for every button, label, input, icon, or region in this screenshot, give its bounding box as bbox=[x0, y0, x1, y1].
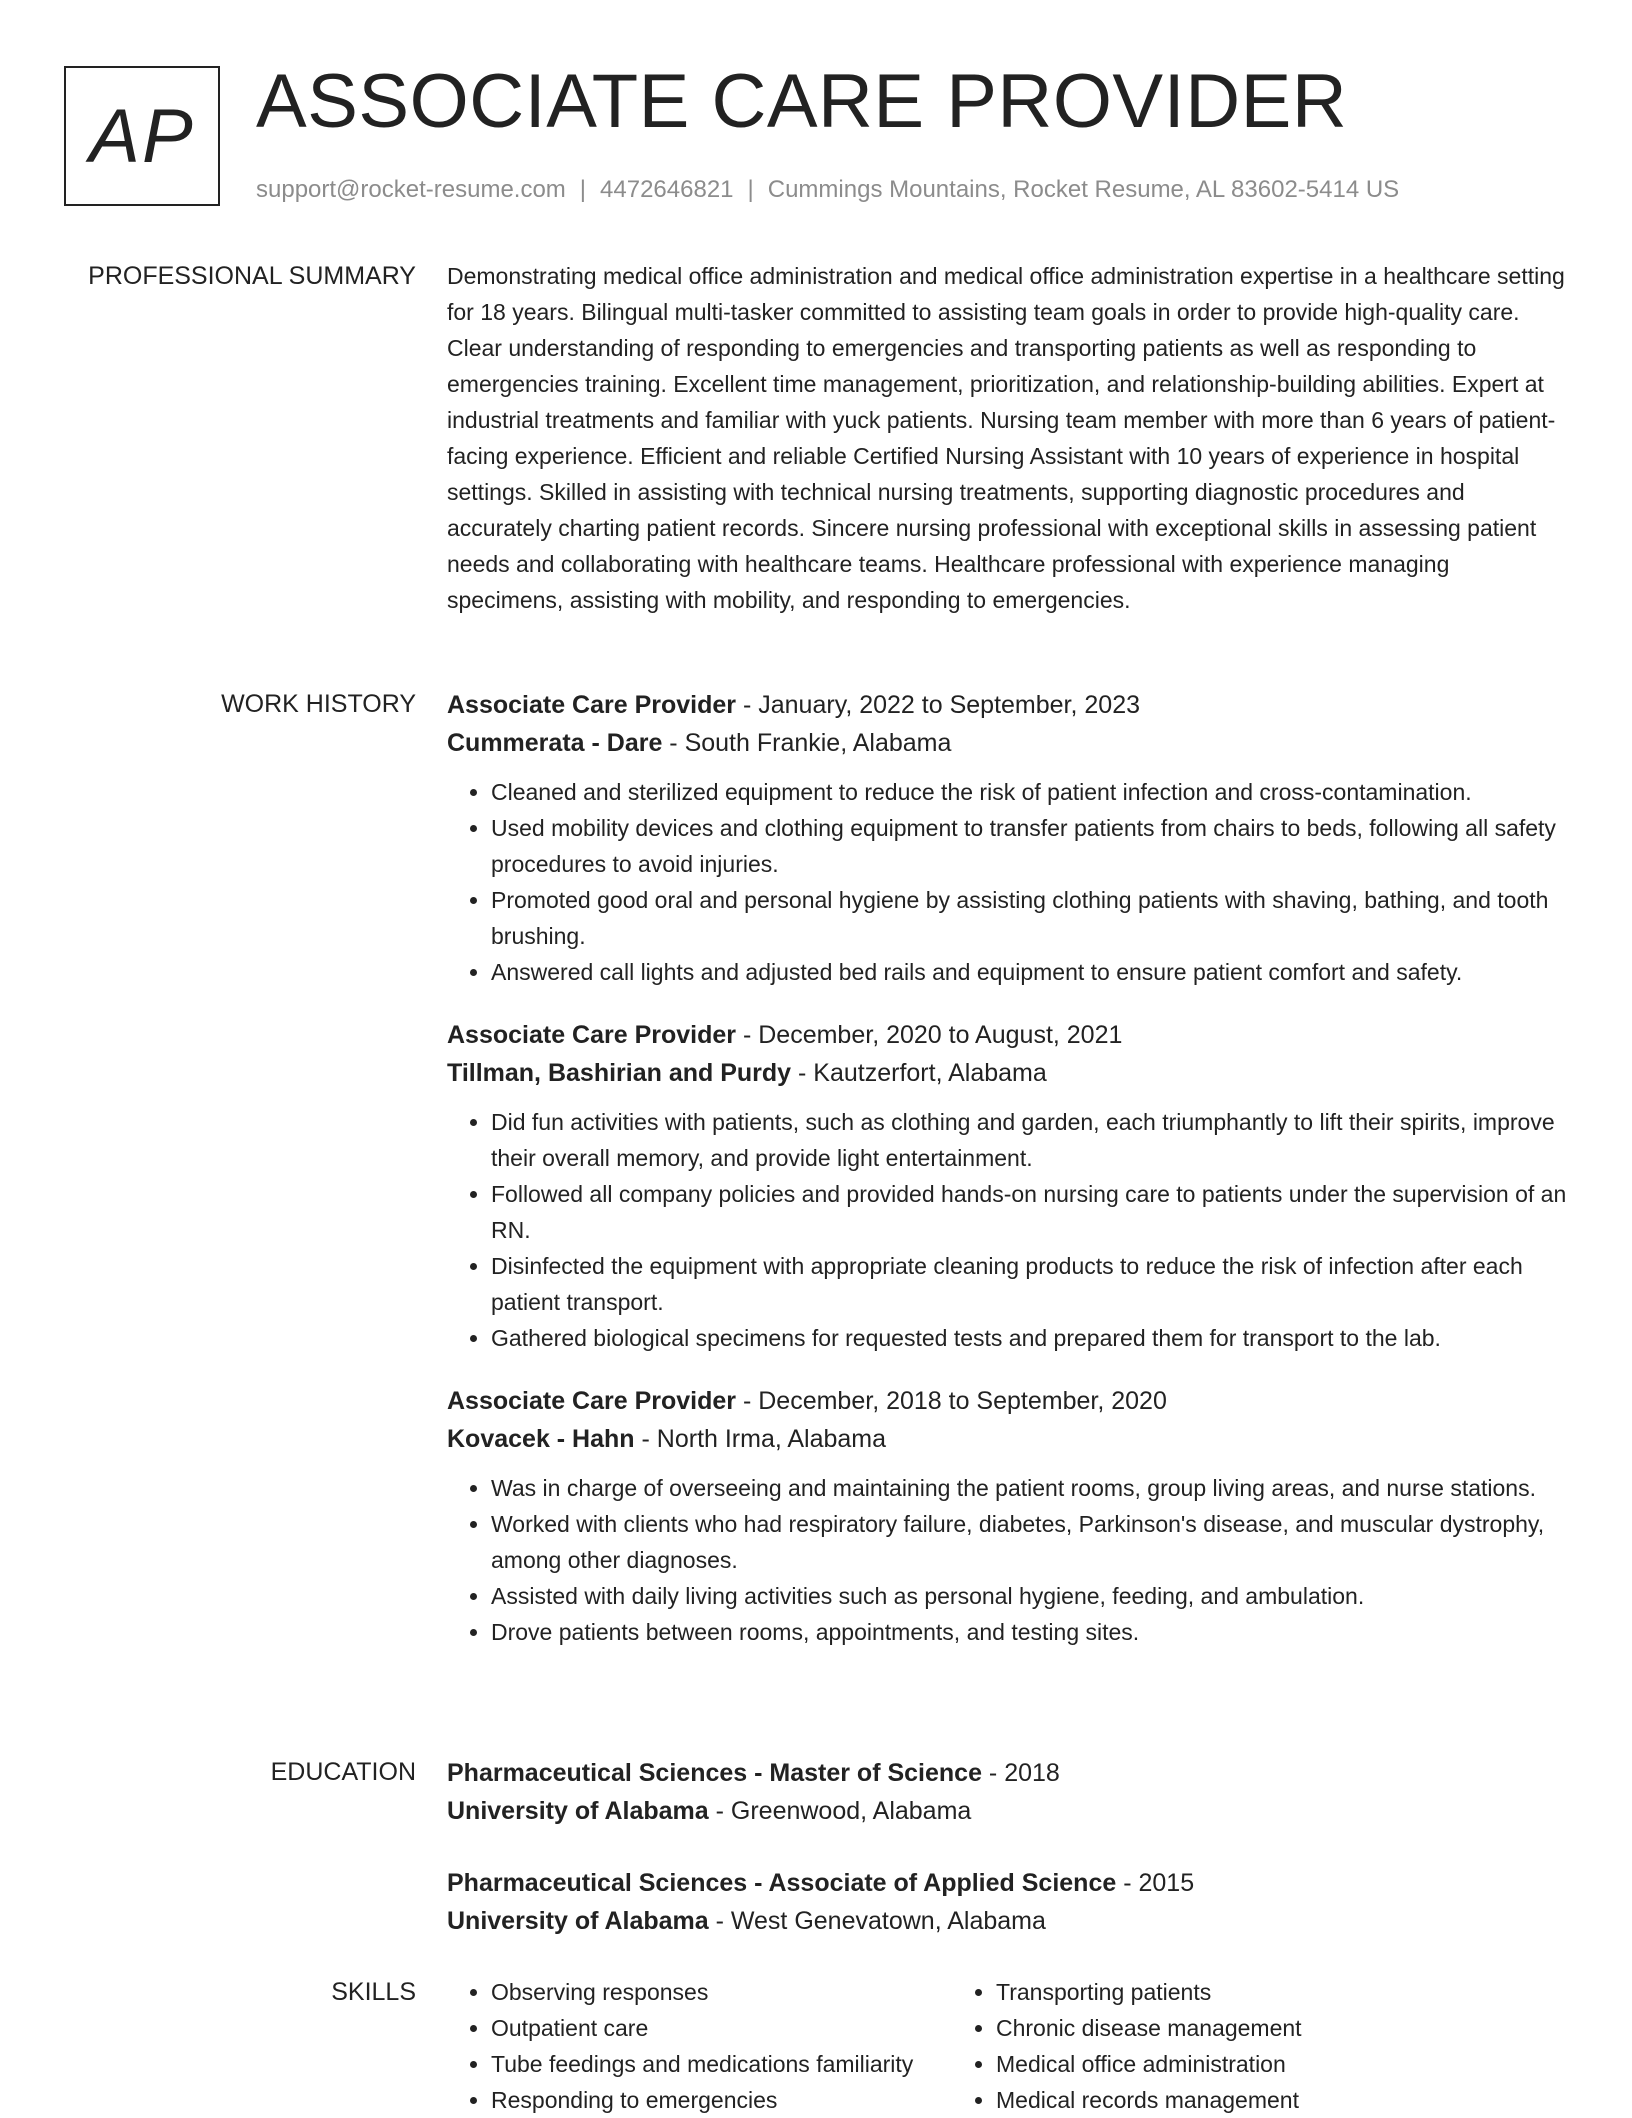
contact-email[interactable]: support@rocket-resume.com bbox=[256, 176, 566, 203]
job-bullets bbox=[447, 774, 1567, 990]
education-school: University of Alabama bbox=[447, 1797, 709, 1825]
education-degree: Pharmaceutical Sciences - Associate of Applied Science bbox=[447, 1869, 1117, 1897]
skill-item: • Transporting patients bbox=[996, 1974, 1457, 2010]
job-title-line bbox=[447, 1016, 1567, 1054]
education-location: - Greenwood, Alabama bbox=[708, 1797, 972, 1825]
job-bullets bbox=[447, 1470, 1567, 1650]
education-degree-line bbox=[447, 1754, 1567, 1792]
job-location: - South Frankie, Alabama bbox=[662, 729, 952, 757]
job-bullet: • Disinfected the equipment with appropriate cleaning products to reduce the risk of infection after each patient transport. bbox=[491, 1248, 1567, 1320]
job-bullet: • Promoted good oral and personal hygiene by assisting clothing patients with shaving, bathing, and tooth brushing. bbox=[491, 882, 1567, 954]
job-company-line bbox=[447, 724, 1567, 762]
job-entry bbox=[447, 686, 1567, 990]
job-dates: - December, 2020 to August, 2021 bbox=[736, 1021, 1123, 1049]
job-company-line bbox=[447, 1420, 1567, 1458]
job-title: Associate Care Provider bbox=[447, 1021, 737, 1049]
summary-text: Demonstrating medical office administration and medical office administration expertise in a healthcare setting for 18 years. Bilingual multi-tasker committed to assisting team goals in order to provide high-quality care. Clear understanding of responding to emergencies and transporting patients as well as responding to emergencies training. Excellent time management, prioritization, and relationship-building abilities. Expert at industrial treatments and familiar with yuck patients. Nursing team member with more than 6 years of patient-facing experience. Efficient and reliable Certified Nursing Assistant with 10 years of experience in hospital settings. Skilled in assisting with technical nursing treatments, supporting diagnostic procedures and accurately charting patient records. Sincere nursing professional with exceptional skills in assessing patient needs and collaborating with healthcare teams. Healthcare professional with experience managing specimens, assisting with mobility, and responding to emergencies. bbox=[447, 263, 1565, 613]
job-location: - Kautzerfort, Alabama bbox=[791, 1059, 1047, 1087]
section-label-skills: SKILLS bbox=[331, 1978, 416, 2006]
skill-item: • Medical records management bbox=[996, 2082, 1457, 2118]
skill-item: • Outpatient care bbox=[491, 2010, 952, 2046]
job-bullet: • Cleaned and sterilized equipment to reduce the risk of patient infection and cross-contamination. bbox=[491, 774, 1567, 810]
skill-item: • Observing responses bbox=[491, 1974, 952, 2010]
job-dates: - January, 2022 to September, 2023 bbox=[736, 691, 1140, 719]
education-location: - West Genevatown, Alabama bbox=[708, 1907, 1046, 1935]
contact-separator: | bbox=[747, 176, 754, 203]
job-title-line bbox=[447, 686, 1567, 724]
contact-phone[interactable]: 4472646821 bbox=[600, 176, 734, 203]
job-company: Cummerata - Dare bbox=[447, 729, 663, 757]
monogram-logo: AP bbox=[64, 66, 220, 206]
education-year: - 2015 bbox=[1116, 1869, 1195, 1897]
education-degree-line bbox=[447, 1864, 1567, 1902]
education-degree: Pharmaceutical Sciences - Master of Science bbox=[447, 1759, 982, 1787]
job-bullets bbox=[447, 1104, 1567, 1356]
job-bullet: • Was in charge of overseeing and maintaining the patient rooms, group living areas, and nurse stations. bbox=[491, 1470, 1567, 1506]
skill-item: • Responding to emergencies bbox=[491, 2082, 952, 2118]
job-location: - North Irma, Alabama bbox=[634, 1425, 887, 1453]
job-bullet: • Followed all company policies and provided hands-on nursing care to patients under the supervision of an RN. bbox=[491, 1176, 1567, 1248]
job-list bbox=[447, 686, 1567, 1676]
job-bullet: • Drove patients between rooms, appointments, and testing sites. bbox=[491, 1614, 1567, 1650]
education-school-line bbox=[447, 1902, 1567, 1940]
job-bullet: • Gathered biological specimens for requested tests and prepared them for transport to the lab. bbox=[491, 1320, 1567, 1356]
job-title: Associate Care Provider bbox=[447, 1387, 737, 1415]
skill-item: • Chronic disease management bbox=[996, 2010, 1457, 2046]
skill-item: • Medical office administration bbox=[996, 2046, 1457, 2082]
job-bullet: • Did fun activities with patients, such as clothing and garden, each triumphantly to lift their spirits, improve their overall memory, and provide light entertainment. bbox=[491, 1104, 1567, 1176]
section-label-summary: PROFESSIONAL SUMMARY bbox=[88, 262, 416, 290]
contact-line bbox=[256, 176, 1399, 204]
job-bullet: • Assisted with daily living activities such as personal hygiene, feeding, and ambulation. bbox=[491, 1578, 1567, 1614]
education-school: University of Alabama bbox=[447, 1907, 709, 1935]
job-company: Tillman, Bashirian and Purdy bbox=[447, 1059, 792, 1087]
contact-separator: | bbox=[579, 176, 587, 203]
job-bullet: • Answered call lights and adjusted bed rails and equipment to ensure patient comfort and safety. bbox=[491, 954, 1567, 990]
section-label-work-history: WORK HISTORY bbox=[221, 690, 416, 718]
education-year: - 2018 bbox=[981, 1759, 1060, 1787]
section-label-education: EDUCATION bbox=[270, 1758, 416, 1786]
job-dates: - December, 2018 to September, 2020 bbox=[736, 1387, 1167, 1415]
resume-title: ASSOCIATE CARE PROVIDER bbox=[256, 59, 1348, 144]
job-company: Kovacek - Hahn bbox=[447, 1425, 635, 1453]
job-entry bbox=[447, 1016, 1567, 1356]
job-company-line bbox=[447, 1054, 1567, 1092]
skills-list-left bbox=[447, 1974, 952, 2118]
education-entry bbox=[447, 1864, 1567, 1940]
education-school-line bbox=[447, 1792, 1567, 1830]
contact-address: Cummings Mountains, Rocket Resume, AL 83602-5414 US bbox=[767, 176, 1400, 203]
job-entry bbox=[447, 1382, 1567, 1650]
skill-item: • Tube feedings and medications familiarity bbox=[491, 2046, 952, 2082]
job-bullet: • Used mobility devices and clothing equipment to transfer patients from chairs to beds, following all safety procedures to avoid injuries. bbox=[491, 810, 1567, 882]
job-title-line bbox=[447, 1382, 1567, 1420]
skills-list-right bbox=[952, 1974, 1457, 2118]
job-title: Associate Care Provider bbox=[447, 691, 737, 719]
education-entry bbox=[447, 1754, 1567, 1830]
job-bullet: • Worked with clients who had respiratory failure, diabetes, Parkinson's disease, and muscular dystrophy, among other diagnoses. bbox=[491, 1506, 1567, 1578]
education-list bbox=[447, 1754, 1567, 1974]
